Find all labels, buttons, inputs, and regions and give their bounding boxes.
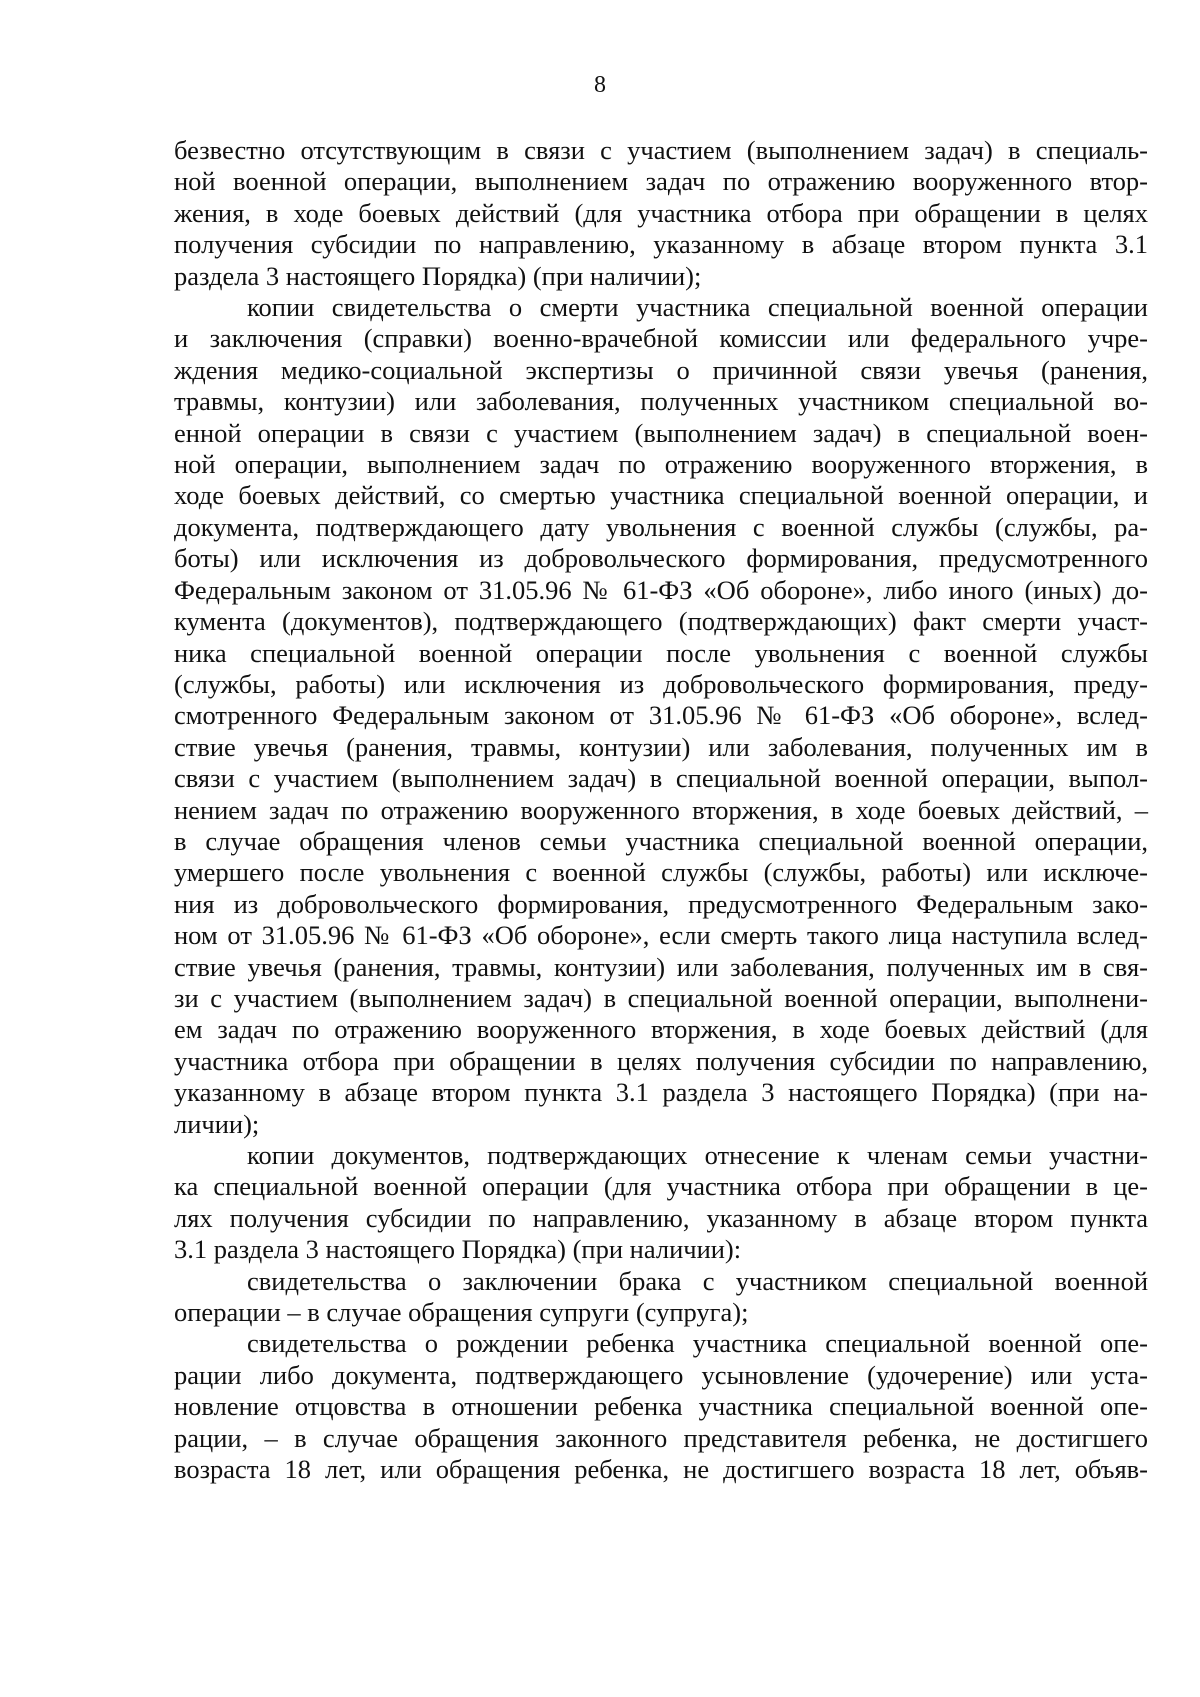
text-line: в случае обращения членов семьи участника специальной военной операции, (174, 825, 1148, 856)
text-line: раздела 3 настоящего Порядка) (при наличии); (174, 260, 702, 291)
text-line: ной операции, выполнением задач по отражению вооруженного вторжения, в (174, 449, 1148, 480)
text-line: указанному в абзаце втором пункта 3.1 раздела 3 настоящего Порядка) (при на- (174, 1077, 1148, 1108)
text-line: смотренного Федеральным законом от 31.05.96 № 61-ФЗ «Об обороне», вслед- (174, 700, 1148, 731)
text-line: операции – в случае обращения супруги (супруга); (174, 1297, 749, 1328)
text-line: рации либо документа, подтверждающего усыновление (удочерение) или уста- (174, 1359, 1148, 1390)
text-line: нением задач по отражению вооруженного вторжения, в ходе боевых действий, – (174, 794, 1148, 825)
text-line: ном от 31.05.96 № 61-ФЗ «Об обороне», если смерть такого лица наступила вслед- (174, 920, 1148, 951)
text-line: енной операции в связи с участием (выполнением задач) в специальной воен- (174, 417, 1148, 448)
text-line: ждения медико-социальной экспертизы о причинной связи увечья (ранения, (174, 354, 1148, 385)
text-line: умершего после увольнения с военной службы (службы, работы) или исключе- (174, 857, 1148, 888)
text-line: свидетельства о заключении брака с участником специальной военной (247, 1265, 1148, 1296)
text-line: ния из добровольческого формирования, предусмотренного Федеральным зако- (174, 888, 1148, 919)
text-line: ной военной операции, выполнением задач по отражению вооруженного втор- (174, 166, 1148, 197)
document-body (174, 135, 1148, 1485)
text-line: копии документов, подтверждающих отнесение к членам семьи участни- (247, 1140, 1148, 1170)
text-line: ствие увечья (ранения, травмы, контузии) или заболевания, полученных им в свя- (174, 951, 1148, 982)
text-line: свидетельства о рождении ребенка участника специальной военной опе- (247, 1328, 1148, 1359)
text-line: лях получения субсидии по направлению, указанному в абзаце втором пункта (174, 1202, 1148, 1233)
text-line: 3.1 раздела 3 настоящего Порядка) (при наличии): (174, 1234, 742, 1265)
text-line: жения, в ходе боевых действий (для участника отбора при обращении в целях (174, 197, 1148, 228)
text-line: копии свидетельства о смерти участника специальной военной операции (247, 292, 1148, 323)
text-line: (службы, работы) или исключения из добровольческого формирования, преду- (174, 668, 1148, 699)
text-line: рации, – в случае обращения законного представителя ребенка, не достигшего (174, 1422, 1148, 1453)
text-line: возраста 18 лет, или обращения ребенка, не достигшего возраста 18 лет, объяв- (174, 1454, 1148, 1485)
text-line: личии); (174, 1108, 260, 1139)
text-line: зи с участием (выполнением задач) в специальной военной операции, выполнени- (174, 982, 1148, 1013)
text-line: Федеральным законом от 31.05.96 № 61-ФЗ «Об обороне», либо иного (иных) до- (174, 574, 1148, 605)
text-line: безвестно отсутствующим в связи с участием (выполнением задач) в специаль- (174, 135, 1148, 165)
text-line: получения субсидии по направлению, указанному в абзаце втором пункта 3.1 (174, 229, 1148, 260)
text-line: и заключения (справки) военно-врачебной комиссии или федерального учре- (174, 323, 1148, 354)
text-line: ствие увечья (ранения, травмы, контузии) или заболевания, полученных им в (174, 731, 1148, 762)
text-line: участника отбора при обращении в целях получения субсидии по направлению, (174, 1045, 1148, 1076)
text-line: травмы, контузии) или заболевания, полученных участником специальной во- (174, 386, 1148, 417)
text-line: ем задач по отражению вооруженного вторжения, в ходе боевых действий (для (174, 1014, 1148, 1045)
text-line: кумента (документов), подтверждающего (подтверждающих) факт смерти участ- (174, 606, 1148, 637)
text-line: боты) или исключения из добровольческого формирования, предусмотренного (174, 543, 1148, 574)
text-line: ника специальной военной операции после увольнения с военной службы (174, 637, 1148, 668)
text-line: связи с участием (выполнением задач) в специальной военной операции, выпол- (174, 763, 1148, 794)
text-line: ходе боевых действий, со смертью участника специальной военной операции, и (174, 480, 1148, 511)
text-line: новление отцовства в отношении ребенка участника специальной военной опе- (174, 1391, 1148, 1422)
page-number: 8 (594, 72, 606, 98)
text-line: документа, подтверждающего дату увольнения с военной службы (службы, ра- (174, 511, 1148, 542)
text-line: ка специальной военной операции (для участника отбора при обращении в це- (174, 1171, 1148, 1202)
